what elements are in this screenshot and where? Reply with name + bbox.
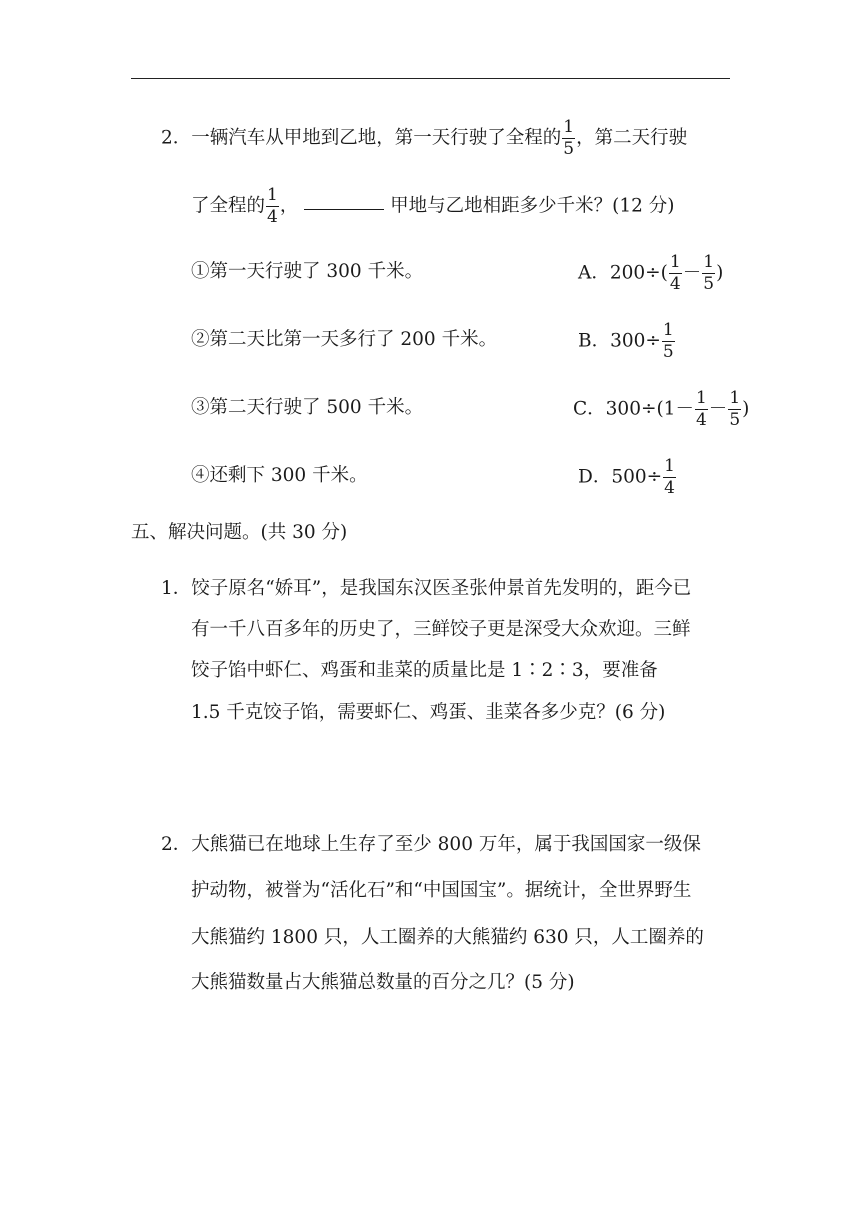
problem-2-line-4: 大熊猫数量占大熊猫总数量的百分之几？(5 分)	[191, 972, 575, 993]
problem-2-number: 2．	[161, 834, 192, 855]
q2-text-1a: 一辆汽车从甲地到乙地，第一天行驶了全程的	[191, 127, 562, 149]
q2-text-2c: 甲地与乙地相距多少千米？(12 分)	[390, 195, 675, 217]
header-rule	[131, 78, 730, 79]
option-d-frac: $\frac{1}{4}$	[664, 456, 675, 498]
option-c: C．300÷(1－ $\frac{1}{4}$ － $\frac{1}{5}$ )	[573, 388, 750, 430]
problem-1-line-1: 1．饺子原名“娇耳”，是我国东汉医圣张仲景首先发明的，距今已	[161, 578, 692, 599]
problem-1-line-3: 饺子馅中虾仁、鸡蛋和韭菜的质量比是 1∶2∶3，要准备	[191, 660, 658, 681]
problem-2-line-3: 大熊猫约 1800 只，人工圈养的大熊猫约 630 只，人工圈养的	[191, 927, 704, 948]
option-c-label: C．	[573, 398, 606, 420]
q2-line-2	[191, 187, 675, 226]
option-d: D．500÷ $\frac{1}{4}$	[578, 456, 675, 498]
option-a-label: A．	[578, 262, 610, 284]
option-d-label: D．	[578, 466, 612, 488]
option-a-frac-2: $\frac{1}{5}$	[703, 252, 715, 294]
q2-text-1b: ，第二天行驶	[576, 127, 688, 149]
condition-1: ①第一天行驶了 300 千米。	[191, 261, 424, 282]
problem-2-line-2: 护动物，被誉为“活化石”和“中国国宝”。据统计，全世界野生	[191, 880, 692, 901]
q2-number: 2．	[161, 127, 192, 149]
problem-1-line-4: 1.5 千克饺子馅，需要虾仁、鸡蛋、韭菜各多少克？(6 分)	[191, 702, 666, 723]
answer-blank[interactable]	[304, 209, 384, 210]
q2-text-2a: 了全程的	[191, 195, 266, 217]
q2-line-1	[161, 119, 687, 158]
problem-1-number: 1．	[161, 578, 192, 599]
problem-2-line-1: 2．大熊猫已在地球上生存了至少 800 万年，属于我国国家一级保	[161, 834, 701, 855]
q2-text-2b: ，	[279, 195, 299, 217]
option-a: A．200÷( $\frac{1}{4}$ － $\frac{1}{5}$ )	[578, 252, 724, 294]
fraction-one-fifth: $\frac{1}{5}$	[563, 117, 575, 159]
condition-2: ②第二天比第一天多行了 200 千米。	[191, 329, 498, 350]
fraction-one-quarter: $\frac{1}{4}$	[267, 185, 278, 227]
problem-1-line-2: 有一千八百多年的历史了，三鲜饺子更是深受大众欢迎。三鲜	[191, 619, 691, 640]
option-b-frac: $\frac{1}{5}$	[662, 320, 674, 362]
condition-3: ③第二天行驶了 500 千米。	[191, 397, 424, 418]
option-a-frac-1: $\frac{1}{4}$	[669, 252, 681, 294]
section-5-heading: 五、解决问题。(共 30 分)	[131, 522, 348, 543]
condition-4: ④还剩下 300 千米。	[191, 465, 368, 486]
option-b-label: B．	[578, 330, 611, 352]
option-b: B．300÷ $\frac{1}{5}$	[578, 320, 674, 362]
option-c-frac-1: $\frac{1}{4}$	[695, 388, 707, 430]
option-c-frac-2: $\frac{1}{5}$	[729, 388, 741, 430]
